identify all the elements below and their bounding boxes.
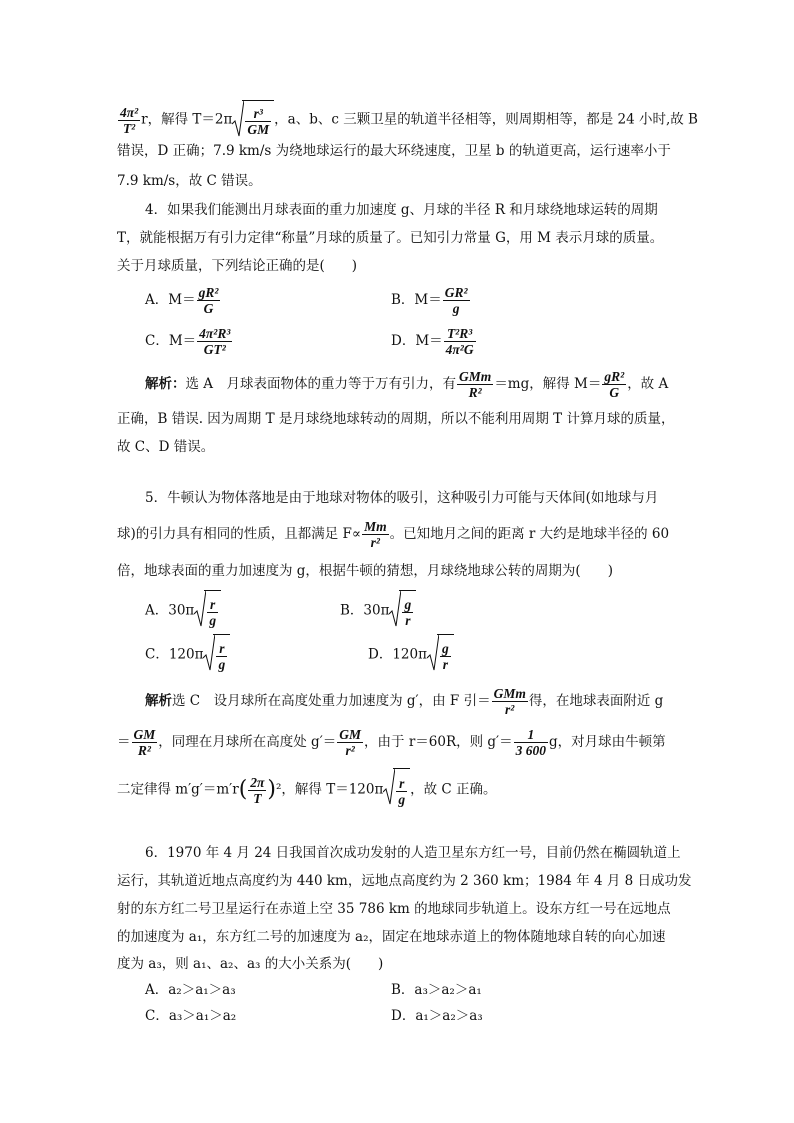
intro-line-3: 7.9 km/s，故 C 错误。 [117,173,262,189]
q6-line-3: 射的东方红二号卫星运行在赤道上空 35 786 km 的地球同步轨道上。设东方红一号在远地点 [117,901,671,917]
intro-text-2: ，a、b、c 三颗卫星的轨道半径相等，则周期相等，都是 24 小时,故 B [274,111,698,128]
q4-analysis-2: 正确，B 错误. 因为周期 T 是月球绕地球转动的周期，所以不能利用周期 T 计算月球的质量， [117,411,675,427]
q5-line-3: 倍，地球表面的重力加速度为 g，根据牛顿的猜想，月球绕地球公转的周期为( ) [117,563,613,579]
q5-option-d: D．120π $\frac{g}{r}$ [368,634,454,676]
q4-option-c: C．M＝ $\frac{\text{4π²R³}}{\text{GT²}}$ [145,326,231,357]
q6-line-4: 的加速度为 a₁，东方红二号的加速度为 a₂，固定在地球赤道上的物体随地球自转的向心加速 [117,929,666,945]
q5-line-2: 球)的引力具有相同的性质，且都满足 F∝ $\frac{Mm}{\text{r²}}$ 。已知地月之间的距离 r 大约是地球半径的 60 [117,519,670,550]
intro-text: r，解得 T＝2π [141,111,233,128]
q6-line-5: 度为 a₃，则 a₁、a₂、a₃ 的大小关系为( ) [117,956,384,972]
q6-option-b: B．a₃＞a₂＞a₁ [391,982,482,998]
q6-line-1: 6．1970 年 4 月 24 日我国首次成功发射的人造卫星东方红一号，目前仍然在椭圆轨道上 [145,845,681,861]
q4-option-b: B．M＝ $\frac{\text{GR²}}{g}$ [391,285,468,316]
q6-option-c: C．a₃＞a₁＞a₂ [145,1008,237,1024]
q5-option-c: C．120π $\frac{r}{g}$ [145,634,230,676]
q4-option-d: D．M＝ $\frac{\text{T²R³}}{\text{4π²G}}$ [391,326,474,357]
q5-analysis-3: 二定律得 m′g′＝m′r( $\frac{2\pi}{T}$ )²，解得 T＝120π $\frac{r}{g}$ ，故 C 正确。 [117,768,497,812]
q5-line-1: 5．牛顿认为物体落地是由于地球对物体的吸引，这种吸引力可能与天体间(如地球与月 [145,490,659,506]
sqrt-symbol: $\frac{\text{r³}}{GM}$ [232,100,274,140]
q5-analysis-2: ＝ $\frac{GM}{\text{R²}}$ ，同理在月球所在高度处 g′＝ $\frac{GM}{\text{r²}}$ ，由于 r＝60R，则 g′＝ $\frac{1}{3 600}$ g，对月球由牛顿第 [117,727,666,758]
q4-analysis-3: 故 C、D 错误。 [117,439,215,455]
q6-option-d: D．a₁＞a₂＞a₃ [391,1008,483,1024]
fraction: $\frac{\text{4π²}}{\text{T²}}$ [120,104,139,136]
q4-line-1: 4．如果我们能测出月球表面的重力加速度 g、月球的半径 R 和月球绕地球运转的周期 [145,202,658,218]
q4-analysis-1: 解析：选 A 月球表面物体的重力等于万有引力，有 $\frac{\text{GMm}}{\text{R²}}$ ＝mg，解得 M＝ $\frac{\text{gR²}}{G}$ ，故 A [145,369,669,400]
q4-option-a: A．M＝ $\frac{\text{gR²}}{G}$ [145,285,219,316]
intro-line-1 [117,100,698,140]
q6-option-a: A．a₂＞a₁＞a₃ [145,982,236,998]
q6-line-2: 运行，其轨道近地点高度约为 440 km，远地点高度约为 2 360 km；1984 年 4 月 8 日成功发 [117,873,692,889]
q4-line-2: T，就能根据万有引力定律“称量”月球的质量了。已知引力常量 G，用 M 表示月球的质量。 [117,230,664,246]
q5-analysis-1: 解析选 C 设月球所在高度处重力加速度为 g′，由 F 引＝ $\frac{\text{GMm}}{\text{r²}}$ 得，在地球表面附近 g [145,686,664,717]
q5-option-b: B．30π $\frac{g}{r}$ [340,590,416,632]
q4-line-3: 关于月球质量，下列结论正确的是( ) [117,258,358,274]
intro-line-2: 错误，D 正确；7.9 km/s 为绕地球运行的最大环绕速度，卫星 b 的轨道更高，运行速率小于 [117,143,671,159]
q5-option-a: A．30π $\frac{r}{g}$ [145,590,221,632]
